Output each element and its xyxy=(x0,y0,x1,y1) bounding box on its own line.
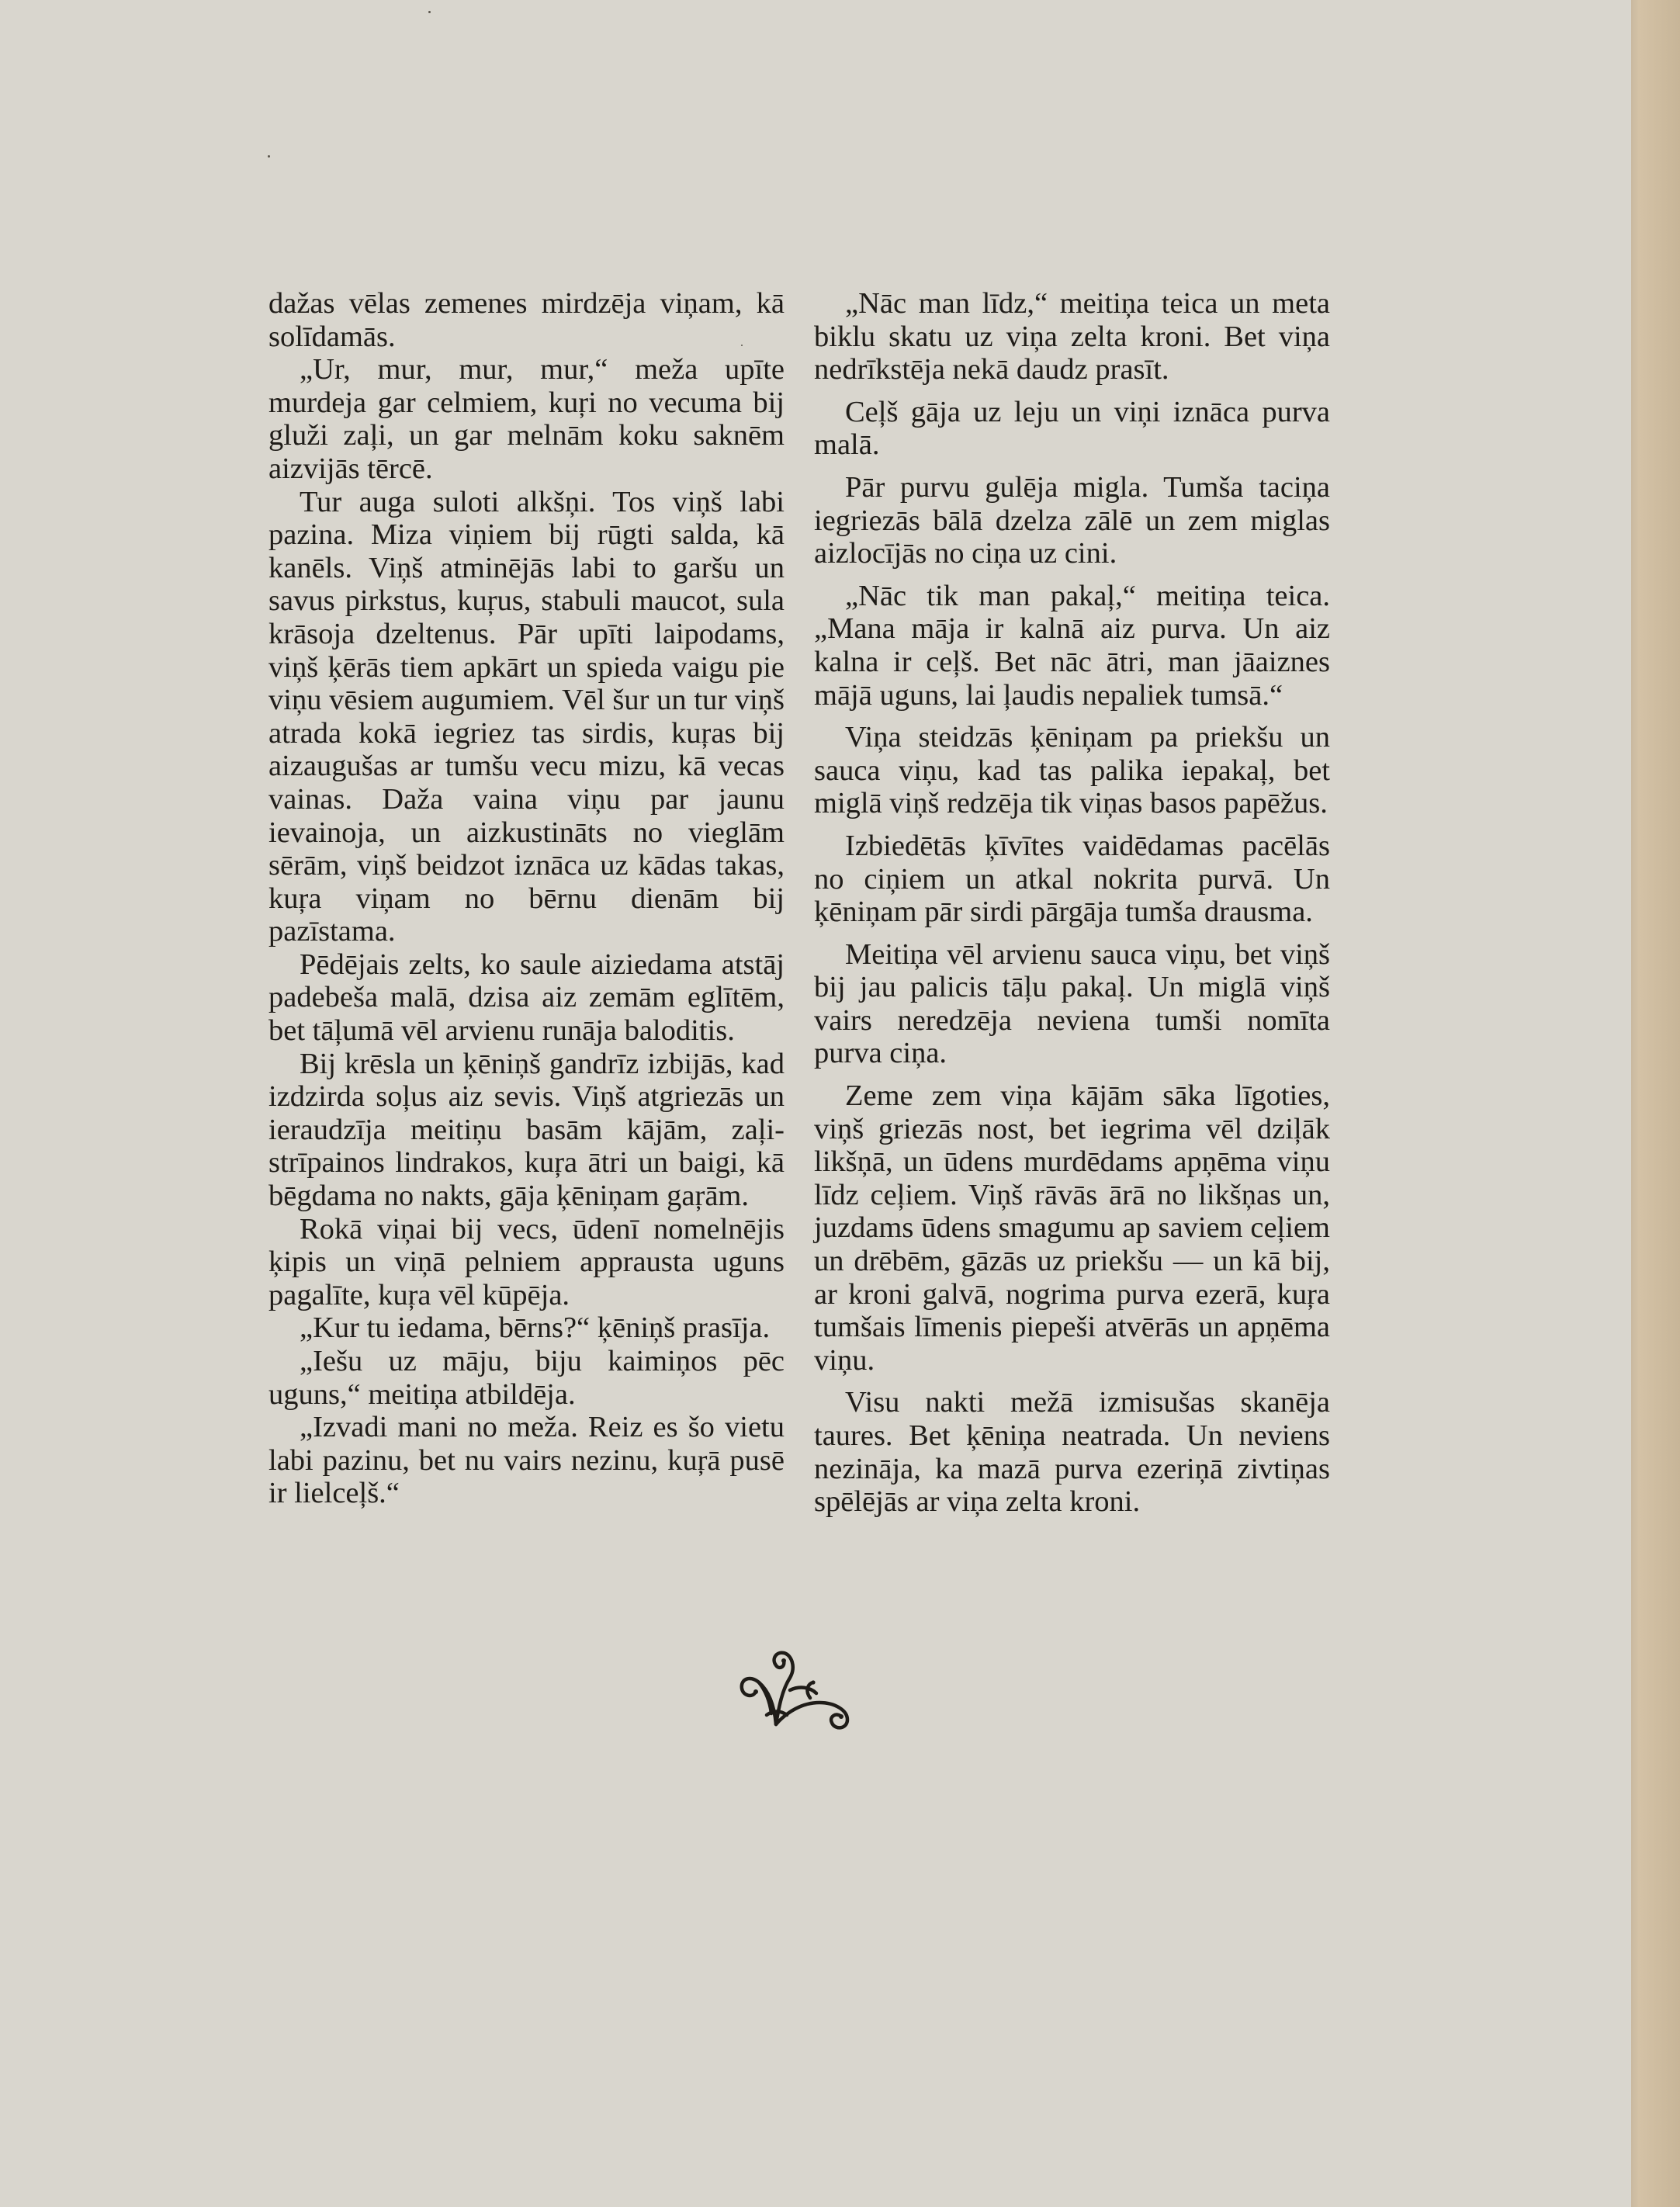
paragraph: Bij krēsla un ķēniņš gandrīz izbijās, kad izdzirda soļus aiz sevis. Viņš atgriezās un ieraudzīja meitiņu basām kājām, zaļi-strīpainos lindrakos, kuŗa ātri un baigi, kā bēgdama no nakts, gāja ķēniņam gaŗām. xyxy=(268,1047,785,1213)
paragraph: „Iešu uz māju, biju kaimiņos pēc uguns,“ meitiņa atbildēja. xyxy=(268,1345,785,1411)
left-text-column xyxy=(268,287,785,1510)
paper-speck xyxy=(268,155,270,158)
paragraph: „Ur, mur, mur, mur,“ meža upīte murdeja gar celmiem, kuŗi no vecuma bij gluži zaļi, un gar melnām koku saknēm aizvijās tērcē. xyxy=(268,353,785,485)
paragraph: Pār purvu gulēja migla. Tumša taciņa iegriezās bālā dzelza zālē un zem miglas aizlocījās no ciņa uz cini. xyxy=(814,470,1330,570)
paragraph: „Nāc tik man pakaļ,“ meitiņa teica. „Mana māja ir kalnā aiz purva. Un aiz kalna ir ceļš. Bet nāc ātri, man jāaiznes mājā uguns, lai ļaudis nepaliek tumsā.“ xyxy=(814,579,1330,712)
paragraph: Tur auga suloti alkšņi. Tos viņš labi pazina. Miza viņiem bij rūgti salda, kā kanēls. Viņš atminējās labi to garšu un savus pirkstus, kuŗus, stabuli maucot, sula krāsoja dzeltenus. Pār upīti laipodams, viņš ķērās tiem apkārt un spieda vaigu pie viņu vēsiem augumiem. Vēl šur un tur viņš atrada kokā iegriez tas sirdis, kuŗas bij aizaugušas ar tumšu vecu mizu, kā vecas vainas. Daža vaina viņu par jaunu ievainoja, un aizkustināts no vieglām sērām, viņš beidzot iznāca uz kādas takas, kuŗa viņam no bērnu dienām bij pazīstama. xyxy=(268,485,785,948)
paragraph: dažas vēlas zemenes mirdzēja viņam, kā solīdamās. xyxy=(268,287,785,353)
paper-speck xyxy=(428,11,431,13)
paragraph: „Kur tu iedama, bērns?“ ķēniņš prasīja. xyxy=(300,1311,771,1345)
paragraph: Pēdējais zelts, ko saule aiziedama atstāj padebeša malā, dzisa aiz zemām eglītēm, bet tāļumā vēl arvienu runāja baloditis. xyxy=(268,948,785,1048)
floral-vignette-icon xyxy=(736,1647,854,1734)
paragraph: Visu nakti mežā izmisušas skanēja taures. Bet ķēniņa neatrada. Un neviens nezināja, ka mazā purva ezeriņā zivtiņas spēlējās ar viņa zelta kroni. xyxy=(814,1386,1330,1519)
right-text-column xyxy=(814,287,1330,1519)
paragraph: Viņa steidzās ķēniņam pa priekšu un sauca viņu, kad tas palika iepakaļ, bet miglā viņš redzēja tik viņas basos papēžus. xyxy=(814,721,1330,820)
paragraph: Meitiņa vēl arvienu sauca viņu, bet viņš bij jau palicis tāļu pakaļ. Un miglā viņš vairs neredzēja neviena tumši nomīta purva ciņa. xyxy=(814,937,1330,1070)
paragraph: Zeme zem viņa kājām sāka līgoties, viņš griezās nost, bet iegrima vēl dziļāk likšņā, un ūdens murdēdams apņēma viņu līdz ceļiem. Viņš rāvās ārā no likšņas un, juzdams ūdens smagumu ap saviem ceļiem un drēbēm, gāzās uz priekšu — un kā bij, ar kroni galvā, nogrima purva ezerā, kuŗa tumšais līmenis piepeši atvērās un apņēma viņu. xyxy=(814,1079,1330,1377)
paragraph: „Nāc man līdz,“ meitiņa teica un meta biklu skatu uz viņa zelta kroni. Bet viņa nedrīkstēja nekā daudz prasīt. xyxy=(814,287,1330,386)
paragraph: „Izvadi mani no meža. Reiz es šo vietu labi pazinu, bet nu vairs nezinu, kuŗā pusē ir lielceļš.“ xyxy=(268,1411,785,1510)
paragraph: Rokā viņai bij vecs, ūdenī nomelnējis ķipis un viņā pelniem apprausta uguns pagalīte, kuŗa vēl kūpēja. xyxy=(268,1212,785,1311)
paragraph: Ceļš gāja uz leju un viņi iznāca purva malā. xyxy=(814,395,1330,462)
page-edge-shadow xyxy=(1631,0,1680,2207)
paragraph: Izbiedētās ķīvītes vaidēdamas pacēlās no ciņiem un atkal nokrita purvā. Un ķēniņam pār sirdi pārgāja tumša drausma. xyxy=(814,829,1330,929)
